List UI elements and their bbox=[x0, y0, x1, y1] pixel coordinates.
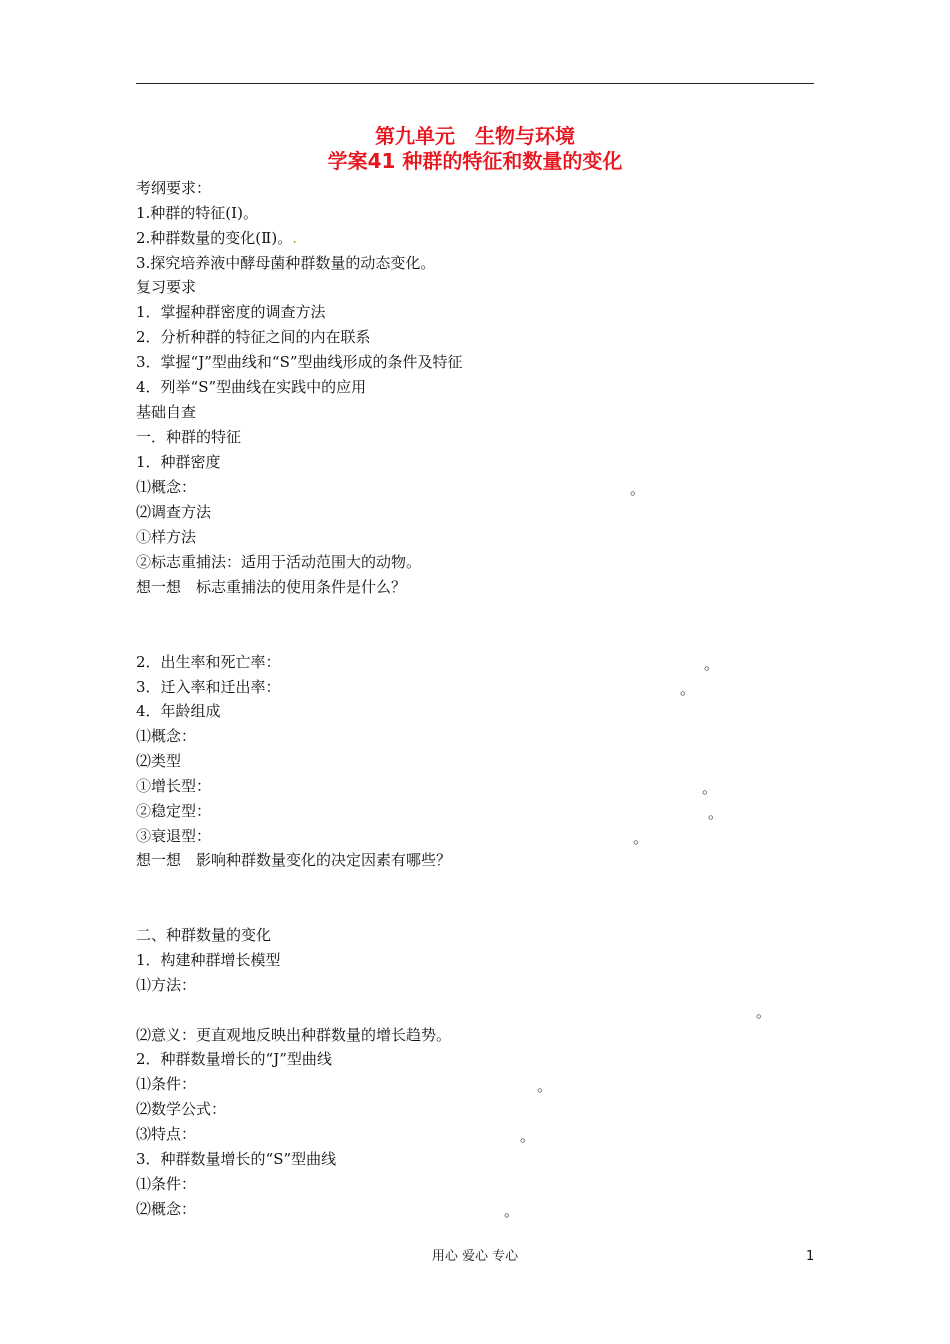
j-curve-condition-period: 。 bbox=[537, 1077, 553, 1095]
survey-methods: ⑵调查方法 bbox=[136, 503, 212, 521]
j-curve-feature-period: 。 bbox=[520, 1127, 536, 1145]
lesson-title: 学案41 种群的特征和数量的变化 bbox=[327, 149, 623, 173]
mark-recapture: ②标志重捕法：适用于活动范围大的动物。 bbox=[136, 553, 422, 571]
j-curve-feature: ⑶特点： bbox=[136, 1125, 197, 1143]
birth-death-rate: 2．出生率和死亡率： bbox=[136, 653, 281, 671]
age-concept: ⑴概念： bbox=[136, 727, 197, 745]
s-curve-concept: ⑵概念： bbox=[136, 1200, 197, 1218]
think-2: 想一想 影响种群数量变化的决定因素有哪些？ bbox=[136, 851, 452, 869]
age-structure: 4．年龄组成 bbox=[136, 702, 221, 720]
review-item-4: 4．列举“S”型曲线在实践中的应用 bbox=[136, 378, 367, 396]
stable-type: ②稳定型： bbox=[136, 802, 212, 820]
think-1: 想一想 标志重捕法的使用条件是什么？ bbox=[136, 578, 407, 596]
section-1-heading: 一．种群的特征 bbox=[136, 428, 242, 446]
j-curve-condition: ⑴条件： bbox=[136, 1075, 197, 1093]
declining-period: 。 bbox=[633, 829, 649, 847]
review-heading: 复习要求 bbox=[136, 278, 197, 296]
birth-death-period: 。 bbox=[704, 655, 720, 673]
model-method-period: 。 bbox=[756, 1003, 772, 1021]
density-concept-period: 。 bbox=[630, 480, 646, 498]
age-types: ⑵类型 bbox=[136, 752, 182, 770]
j-curve-heading: 2．种群数量增长的“J”型曲线 bbox=[136, 1050, 332, 1068]
s-curve-heading: 3．种群数量增长的“S”型曲线 bbox=[136, 1150, 337, 1168]
density-concept: ⑴概念： bbox=[136, 478, 197, 496]
declining-type: ③衰退型： bbox=[136, 827, 212, 845]
header-rule bbox=[136, 83, 814, 84]
review-item-2: 2．分析种群的特征之间的内在联系 bbox=[136, 328, 371, 346]
syllabus-item-2-text: 2.种群数量的变化(Ⅱ)。 bbox=[136, 229, 293, 247]
s-curve-condition: ⑴条件： bbox=[136, 1175, 197, 1193]
model-meaning: ⑵意义：更直观地反映出种群数量的增长趋势。 bbox=[136, 1026, 452, 1044]
syllabus-item-3: 3.探究培养液中酵母菌种群数量的动态变化。 bbox=[136, 254, 436, 272]
syllabus-heading: 考纲要求： bbox=[136, 179, 212, 197]
model-method: ⑴方法： bbox=[136, 976, 197, 994]
s-curve-concept-period: 。 bbox=[504, 1202, 520, 1220]
migration-period: 。 bbox=[680, 680, 696, 698]
page-number: 1 bbox=[806, 1249, 815, 1264]
growing-type: ①增长型： bbox=[136, 777, 212, 795]
j-curve-formula: ⑵数学公式： bbox=[136, 1100, 227, 1118]
density-heading: 1．种群密度 bbox=[136, 453, 221, 471]
growing-period: 。 bbox=[702, 779, 718, 797]
review-item-3: 3．掌握“J”型曲线和“S”型曲线形成的条件及特征 bbox=[136, 353, 463, 371]
stable-period: 。 bbox=[708, 804, 724, 822]
syllabus-item-1: 1.种群的特征(Ⅰ)。 bbox=[136, 204, 258, 222]
model-heading: 1．构建种群增长模型 bbox=[136, 951, 281, 969]
section-2-heading: 二、种群数量的变化 bbox=[136, 926, 272, 944]
self-check-heading: 基础自查 bbox=[136, 403, 197, 421]
review-item-1: 1．掌握种群密度的调查方法 bbox=[136, 303, 326, 321]
footer-slogan: 用心 爱心 专心 bbox=[431, 1249, 519, 1264]
syllabus-item-2 bbox=[136, 228, 297, 248]
stray-dot: . bbox=[292, 229, 297, 247]
unit-title: 第九单元 生物与环境 bbox=[375, 124, 575, 148]
migration-rate: 3．迁入率和迁出率： bbox=[136, 678, 281, 696]
quadrat-method: ①样方法 bbox=[136, 528, 197, 546]
